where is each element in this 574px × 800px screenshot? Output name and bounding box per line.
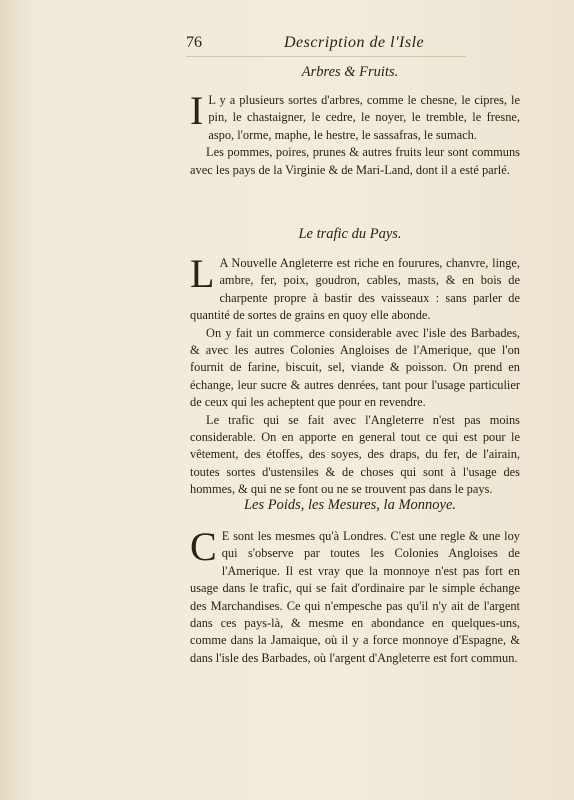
- header-rule: [186, 56, 466, 57]
- drop-cap: L: [190, 251, 215, 296]
- paragraph: Les pommes, poires, prunes & autres fruits leur sont communs avec les pays de la Virginie & de Mari-Land, dont il a esté parlé.: [190, 145, 520, 177]
- section-heading-money: Les Poids, les Mesures, la Monnoye.: [243, 497, 457, 513]
- paragraph-text: A Nouvelle Angleterre est riche en fourures, chanvre, linge, ambre, fer, poix, goudron, cables, masts, & en bois de charpente propre à bastir des vaisseaux : sans parler de quantité de sortes de grains en quoy elle abonde.: [190, 256, 520, 323]
- drop-cap: C: [190, 524, 217, 569]
- paragraph: On y fait un commerce considerable avec l'isle des Barbades, & avec les autres Colonies Angloises de l'Amerique, que l'on fournit de farine, biscuit, sel, viande & poisson. On prend en échange, leur sucre & autres denrées, tant pour l'usage particulier de ceux qui les acheptent que pour en revendre.: [190, 325, 520, 410]
- paragraph: [190, 524, 520, 667]
- section-heading-trees: Arbres & Fruits.: [301, 64, 399, 80]
- section-body-trees: [190, 88, 520, 179]
- running-title: Description de l'Isle: [284, 34, 425, 51]
- section-body-trade: [190, 251, 520, 499]
- paragraph-text: L y a plusieurs sortes d'arbres, comme le chesne, le cipres, le pin, le chastaigner, le cedre, le noyer, le tremble, le fresne, aspo, l'orme, maphe, le hestre, le sassafras, le sumach.: [208, 93, 520, 142]
- paragraph: [190, 251, 520, 325]
- section-heading-trade: Le trafic du Pays.: [298, 226, 402, 242]
- drop-cap: I: [190, 88, 204, 133]
- paragraph: [190, 88, 520, 144]
- section-body-money: [190, 524, 520, 667]
- paragraph-text: E sont les mesmes qu'à Londres. C'est une regle & une loy qui s'observe par toutes les Colonies Angloises de l'Amerique. Il est vray que la monnoye n'est pas fort en usage dans le trafic, qui se fait d'ordinaire par le simple échange des Marchandises. Ce qui n'empesche pas qu'il n'y ait de l'argent dans ces pays-là, & mesme en abondance en quelques-uns, comme dans la Jamaique, où il y a force monnoye d'Espagne, & dans l'isle des Barbades, où l'argent d'Angleterre est fort commun.: [190, 529, 520, 665]
- page-number: 76: [186, 34, 202, 51]
- paragraph: Le trafic qui se fait avec l'Angleterre n'est pas moins considerable. On en apporte en general tout ce qui est pour le vêtement, des étoffes, des soyes, des draps, du fer, de l'airain, toutes sortes d'ustensiles & de choses qui sont à l'usage des hommes, & qui ne se font ou ne se trouvent pas dans le pays.: [190, 412, 520, 497]
